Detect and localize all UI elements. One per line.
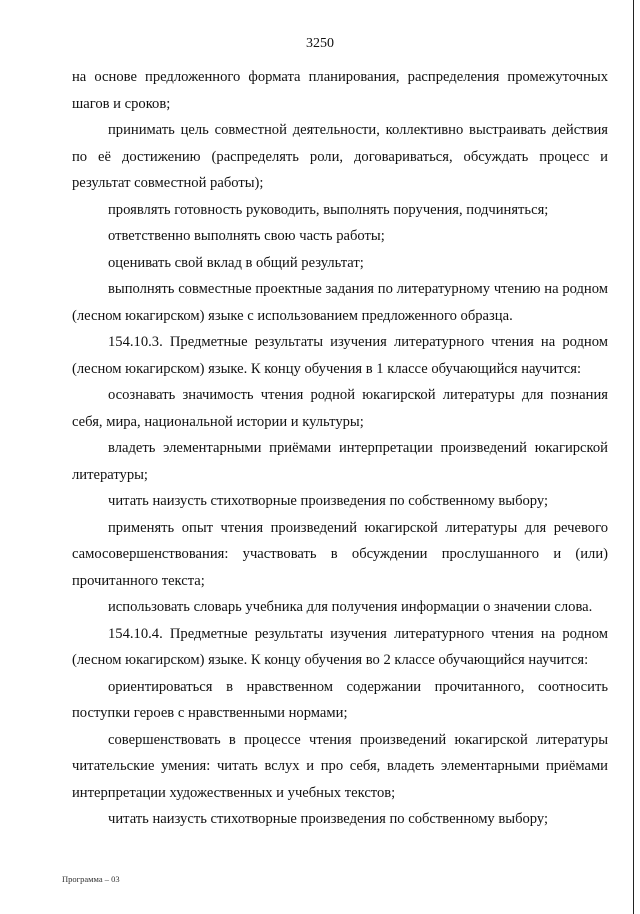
section-paragraph-154-10-3: 154.10.3. Предметные результаты изучения литературного чтения на родном (лесном юкагирском) языке. К концу обучения в 1 классе обучающийся научится:: [72, 334, 608, 377]
paragraph: применять опыт чтения произведений юкагирской литературы для речевого самосовершенствования: участвовать в обсуждении прослушанного и (или) прочитанного текста;: [72, 519, 608, 589]
paragraph: оценивать свой вклад в общий результат;: [108, 254, 364, 271]
page-edge-line: [633, 0, 634, 914]
paragraph: использовать словарь учебника для получения информации о значении слова.: [108, 599, 593, 615]
paragraph: владеть элементарными приёмами интерпретации произведений юкагирской литературы;: [72, 440, 608, 483]
paragraph: проявлять готовность руководить, выполнять поручения, подчиняться;: [108, 201, 549, 218]
paragraph: ответственно выполнять свою часть работы;: [108, 228, 385, 244]
paragraph: осознавать значимость чтения родной юкагирской литературы для познания себя, мира, национальной истории и культуры;: [72, 387, 608, 430]
footer-label: Программа – 03: [62, 874, 120, 884]
paragraph: выполнять совместные проектные задания по литературному чтению на родном (лесном юкагирском) языке с использованием предложенного образца.: [72, 281, 608, 324]
paragraph: ориентироваться в нравственном содержании прочитанного, соотносить поступки героев с нравственными нормами;: [72, 678, 608, 721]
page-number: 3250: [306, 36, 334, 51]
section-paragraph-154-10-4: 154.10.4. Предметные результаты изучения литературного чтения на родном (лесном юкагирском) языке. К концу обучения во 2 классе обучающийся научится:: [72, 625, 608, 668]
paragraph: читать наизусть стихотворные произведения по собственному выбору;: [108, 811, 549, 827]
paragraph: читать наизусть стихотворные произведения по собственному выбору;: [108, 493, 549, 509]
paragraph-continuation: на основе предложенного формата планирования, распределения промежуточных шагов и сроков;: [72, 69, 608, 112]
paragraph: принимать цель совместной деятельности, коллективно выстраивать действия по её достижению (распределять роли, договариваться, обсуждать процесс и результат совместной работы);: [72, 122, 608, 191]
document-body: [72, 64, 608, 833]
paragraph: совершенствовать в процессе чтения произведений юкагирской литературы читательские умения: читать вслух и про себя, владеть элементарными приёмами интерпретации художественных и учебных текстов;: [72, 731, 608, 801]
